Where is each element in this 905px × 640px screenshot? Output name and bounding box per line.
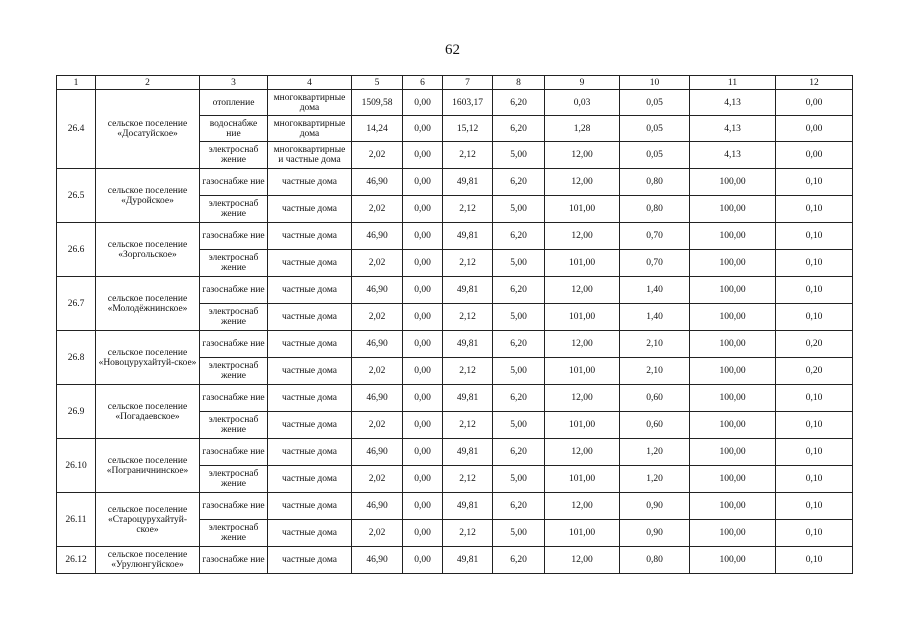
value-cell-col7: 49,81 [443, 277, 493, 304]
value-cell-col12: 0,10 [776, 223, 853, 250]
value-cell-col9: 12,00 [545, 493, 620, 520]
value-cell-col11: 100,00 [690, 385, 776, 412]
value-cell-col9: 0,03 [545, 90, 620, 116]
resource-cell: газоснабже ние [200, 169, 268, 196]
resource-cell: электроснаб жение [200, 358, 268, 385]
value-cell-col6: 0,00 [403, 250, 443, 277]
resource-cell: газоснабже ние [200, 385, 268, 412]
value-cell-col9: 101,00 [545, 520, 620, 547]
settlement-name-cell: сельское поселение «Досатуйское» [96, 90, 200, 169]
value-cell-col5: 2,02 [352, 412, 403, 439]
value-cell-col12: 0,10 [776, 250, 853, 277]
value-cell-col6: 0,00 [403, 385, 443, 412]
value-cell-col10: 2,10 [620, 358, 690, 385]
value-cell-col5: 2,02 [352, 304, 403, 331]
value-cell-col7: 49,81 [443, 331, 493, 358]
value-cell-col12: 0,20 [776, 358, 853, 385]
column-header: 7 [443, 76, 493, 90]
value-cell-col7: 2,12 [443, 520, 493, 547]
value-cell-col8: 6,20 [493, 90, 545, 116]
value-cell-col9: 12,00 [545, 331, 620, 358]
housing-type-cell: многоквартирные дома [268, 116, 352, 142]
table-row [57, 547, 853, 574]
value-cell-col12: 0,10 [776, 439, 853, 466]
table-body [57, 90, 853, 574]
value-cell-col12: 0,10 [776, 277, 853, 304]
value-cell-col5: 1509,58 [352, 90, 403, 116]
resource-cell: электроснаб жение [200, 520, 268, 547]
value-cell-col8: 6,20 [493, 439, 545, 466]
column-number-row [57, 76, 853, 90]
value-cell-col10: 1,40 [620, 304, 690, 331]
value-cell-col10: 0,70 [620, 223, 690, 250]
value-cell-col9: 101,00 [545, 358, 620, 385]
value-cell-col8: 5,00 [493, 358, 545, 385]
settlement-name-cell: сельское поселение «Дуройское» [96, 169, 200, 223]
housing-type-cell: частные дома [268, 520, 352, 547]
value-cell-col9: 12,00 [545, 169, 620, 196]
value-cell-col11: 100,00 [690, 223, 776, 250]
value-cell-col9: 12,00 [545, 223, 620, 250]
item-number-cell: 26.5 [57, 169, 96, 223]
value-cell-col6: 0,00 [403, 116, 443, 142]
value-cell-col5: 46,90 [352, 277, 403, 304]
value-cell-col9: 101,00 [545, 304, 620, 331]
value-cell-col11: 100,00 [690, 466, 776, 493]
value-cell-col5: 2,02 [352, 250, 403, 277]
value-cell-col12: 0,10 [776, 547, 853, 574]
value-cell-col6: 0,00 [403, 331, 443, 358]
table-row [57, 331, 853, 358]
column-header: 6 [403, 76, 443, 90]
value-cell-col10: 0,60 [620, 385, 690, 412]
value-cell-col10: 0,05 [620, 90, 690, 116]
value-cell-col7: 2,12 [443, 412, 493, 439]
column-header: 12 [776, 76, 853, 90]
column-header: 5 [352, 76, 403, 90]
item-number-cell: 26.6 [57, 223, 96, 277]
housing-type-cell: частные дома [268, 358, 352, 385]
housing-type-cell: частные дома [268, 250, 352, 277]
value-cell-col11: 100,00 [690, 547, 776, 574]
value-cell-col6: 0,00 [403, 439, 443, 466]
value-cell-col8: 5,00 [493, 250, 545, 277]
value-cell-col12: 0,10 [776, 385, 853, 412]
value-cell-col5: 2,02 [352, 142, 403, 169]
value-cell-col12: 0,10 [776, 304, 853, 331]
value-cell-col7: 2,12 [443, 196, 493, 223]
value-cell-col7: 49,81 [443, 439, 493, 466]
value-cell-col8: 5,00 [493, 520, 545, 547]
value-cell-col11: 100,00 [690, 439, 776, 466]
value-cell-col7: 49,81 [443, 547, 493, 574]
resource-cell: электроснаб жение [200, 250, 268, 277]
value-cell-col10: 0,80 [620, 196, 690, 223]
item-number-cell: 26.9 [57, 385, 96, 439]
table-row [57, 439, 853, 466]
column-header: 9 [545, 76, 620, 90]
value-cell-col11: 100,00 [690, 358, 776, 385]
value-cell-col5: 2,02 [352, 358, 403, 385]
value-cell-col11: 100,00 [690, 250, 776, 277]
value-cell-col10: 0,80 [620, 547, 690, 574]
value-cell-col8: 6,20 [493, 116, 545, 142]
housing-type-cell: многоквартирные дома [268, 90, 352, 116]
value-cell-col9: 12,00 [545, 142, 620, 169]
value-cell-col6: 0,00 [403, 277, 443, 304]
housing-type-cell: частные дома [268, 304, 352, 331]
resource-cell: газоснабже ние [200, 493, 268, 520]
value-cell-col10: 0,05 [620, 142, 690, 169]
value-cell-col11: 100,00 [690, 196, 776, 223]
item-number-cell: 26.7 [57, 277, 96, 331]
value-cell-col5: 46,90 [352, 331, 403, 358]
value-cell-col11: 100,00 [690, 277, 776, 304]
housing-type-cell: частные дома [268, 385, 352, 412]
value-cell-col9: 101,00 [545, 250, 620, 277]
value-cell-col9: 1,28 [545, 116, 620, 142]
column-header: 2 [96, 76, 200, 90]
value-cell-col8: 6,20 [493, 493, 545, 520]
housing-type-cell: частные дома [268, 223, 352, 250]
value-cell-col9: 12,00 [545, 277, 620, 304]
value-cell-col8: 6,20 [493, 223, 545, 250]
value-cell-col7: 2,12 [443, 304, 493, 331]
settlement-name-cell: сельское поселение «Погадаевское» [96, 385, 200, 439]
housing-type-cell: многоквартирные и частные дома [268, 142, 352, 169]
value-cell-col5: 46,90 [352, 547, 403, 574]
table-header [57, 76, 853, 90]
value-cell-col5: 2,02 [352, 196, 403, 223]
value-cell-col6: 0,00 [403, 466, 443, 493]
table-row [57, 169, 853, 196]
resource-cell: электроснаб жение [200, 412, 268, 439]
value-cell-col11: 100,00 [690, 169, 776, 196]
item-number-cell: 26.12 [57, 547, 96, 574]
value-cell-col11: 100,00 [690, 412, 776, 439]
value-cell-col5: 46,90 [352, 493, 403, 520]
resource-cell: газоснабже ние [200, 331, 268, 358]
value-cell-col7: 2,12 [443, 358, 493, 385]
settlement-name-cell: сельское поселение «Староцурухайтуй-ское» [96, 493, 200, 547]
resource-cell: электроснаб жение [200, 196, 268, 223]
value-cell-col10: 1,20 [620, 466, 690, 493]
resource-cell: электроснаб жение [200, 466, 268, 493]
value-cell-col8: 6,20 [493, 277, 545, 304]
value-cell-col5: 46,90 [352, 385, 403, 412]
value-cell-col9: 12,00 [545, 439, 620, 466]
value-cell-col8: 5,00 [493, 466, 545, 493]
value-cell-col9: 101,00 [545, 196, 620, 223]
value-cell-col11: 4,13 [690, 90, 776, 116]
value-cell-col8: 6,20 [493, 331, 545, 358]
column-header: 3 [200, 76, 268, 90]
value-cell-col7: 49,81 [443, 169, 493, 196]
value-cell-col11: 4,13 [690, 142, 776, 169]
housing-type-cell: частные дома [268, 277, 352, 304]
value-cell-col6: 0,00 [403, 169, 443, 196]
housing-type-cell: частные дома [268, 331, 352, 358]
housing-type-cell: частные дома [268, 547, 352, 574]
resource-cell: водоснабже ние [200, 116, 268, 142]
value-cell-col7: 49,81 [443, 493, 493, 520]
value-cell-col8: 5,00 [493, 142, 545, 169]
settlement-name-cell: сельское поселение «Новоцурухайтуй-ское» [96, 331, 200, 385]
value-cell-col10: 0,60 [620, 412, 690, 439]
settlement-name-cell: сельское поселение «Зоргольское» [96, 223, 200, 277]
item-number-cell: 26.10 [57, 439, 96, 493]
value-cell-col7: 49,81 [443, 385, 493, 412]
value-cell-col8: 5,00 [493, 304, 545, 331]
value-cell-col6: 0,00 [403, 223, 443, 250]
resource-cell: газоснабже ние [200, 439, 268, 466]
value-cell-col6: 0,00 [403, 412, 443, 439]
column-header: 4 [268, 76, 352, 90]
value-cell-col11: 100,00 [690, 331, 776, 358]
settlement-name-cell: сельское поселение «Урулюнгуйское» [96, 547, 200, 574]
settlement-name-cell: сельское поселение «Пограничнинское» [96, 439, 200, 493]
value-cell-col10: 2,10 [620, 331, 690, 358]
table-row [57, 493, 853, 520]
value-cell-col8: 5,00 [493, 412, 545, 439]
column-header: 11 [690, 76, 776, 90]
resource-cell: газоснабже ние [200, 547, 268, 574]
value-cell-col6: 0,00 [403, 142, 443, 169]
value-cell-col6: 0,00 [403, 196, 443, 223]
value-cell-col5: 46,90 [352, 169, 403, 196]
housing-type-cell: частные дома [268, 439, 352, 466]
tariff-table [56, 75, 853, 574]
value-cell-col9: 12,00 [545, 385, 620, 412]
table-row [57, 90, 853, 116]
value-cell-col12: 0,10 [776, 493, 853, 520]
housing-type-cell: частные дома [268, 169, 352, 196]
item-number-cell: 26.4 [57, 90, 96, 169]
value-cell-col12: 0,00 [776, 90, 853, 116]
value-cell-col9: 101,00 [545, 412, 620, 439]
value-cell-col7: 15,12 [443, 116, 493, 142]
housing-type-cell: частные дома [268, 466, 352, 493]
item-number-cell: 26.11 [57, 493, 96, 547]
value-cell-col6: 0,00 [403, 493, 443, 520]
value-cell-col6: 0,00 [403, 358, 443, 385]
value-cell-col12: 0,10 [776, 196, 853, 223]
value-cell-col8: 6,20 [493, 385, 545, 412]
value-cell-col5: 14,24 [352, 116, 403, 142]
value-cell-col5: 2,02 [352, 520, 403, 547]
value-cell-col10: 0,70 [620, 250, 690, 277]
value-cell-col8: 5,00 [493, 196, 545, 223]
column-header: 8 [493, 76, 545, 90]
value-cell-col8: 6,20 [493, 547, 545, 574]
value-cell-col12: 0,00 [776, 142, 853, 169]
value-cell-col11: 100,00 [690, 520, 776, 547]
page-number: 62 [445, 42, 460, 58]
value-cell-col10: 0,80 [620, 169, 690, 196]
resource-cell: газоснабже ние [200, 277, 268, 304]
table-row [57, 277, 853, 304]
value-cell-col10: 0,05 [620, 116, 690, 142]
housing-type-cell: частные дома [268, 196, 352, 223]
value-cell-col7: 49,81 [443, 223, 493, 250]
value-cell-col12: 0,10 [776, 169, 853, 196]
settlement-name-cell: сельское поселение «Молодёжнинское» [96, 277, 200, 331]
value-cell-col5: 2,02 [352, 466, 403, 493]
value-cell-col6: 0,00 [403, 90, 443, 116]
value-cell-col11: 4,13 [690, 116, 776, 142]
resource-cell: электроснаб жение [200, 304, 268, 331]
value-cell-col6: 0,00 [403, 520, 443, 547]
resource-cell: электроснаб жение [200, 142, 268, 169]
value-cell-col7: 2,12 [443, 142, 493, 169]
column-header: 10 [620, 76, 690, 90]
value-cell-col10: 1,20 [620, 439, 690, 466]
value-cell-col7: 2,12 [443, 466, 493, 493]
resource-cell: отопление [200, 90, 268, 116]
housing-type-cell: частные дома [268, 493, 352, 520]
value-cell-col6: 0,00 [403, 547, 443, 574]
value-cell-col12: 0,10 [776, 466, 853, 493]
column-header: 1 [57, 76, 96, 90]
value-cell-col7: 1603,17 [443, 90, 493, 116]
housing-type-cell: частные дома [268, 412, 352, 439]
value-cell-col9: 101,00 [545, 466, 620, 493]
value-cell-col12: 0,10 [776, 520, 853, 547]
item-number-cell: 26.8 [57, 331, 96, 385]
value-cell-col8: 6,20 [493, 169, 545, 196]
value-cell-col10: 1,40 [620, 277, 690, 304]
value-cell-col12: 0,20 [776, 331, 853, 358]
value-cell-col7: 2,12 [443, 250, 493, 277]
value-cell-col12: 0,00 [776, 116, 853, 142]
value-cell-col11: 100,00 [690, 304, 776, 331]
table-row [57, 223, 853, 250]
value-cell-col5: 46,90 [352, 439, 403, 466]
value-cell-col10: 0,90 [620, 493, 690, 520]
value-cell-col9: 12,00 [545, 547, 620, 574]
resource-cell: газоснабже ние [200, 223, 268, 250]
table-row [57, 385, 853, 412]
value-cell-col6: 0,00 [403, 304, 443, 331]
value-cell-col5: 46,90 [352, 223, 403, 250]
value-cell-col11: 100,00 [690, 493, 776, 520]
value-cell-col12: 0,10 [776, 412, 853, 439]
value-cell-col10: 0,90 [620, 520, 690, 547]
